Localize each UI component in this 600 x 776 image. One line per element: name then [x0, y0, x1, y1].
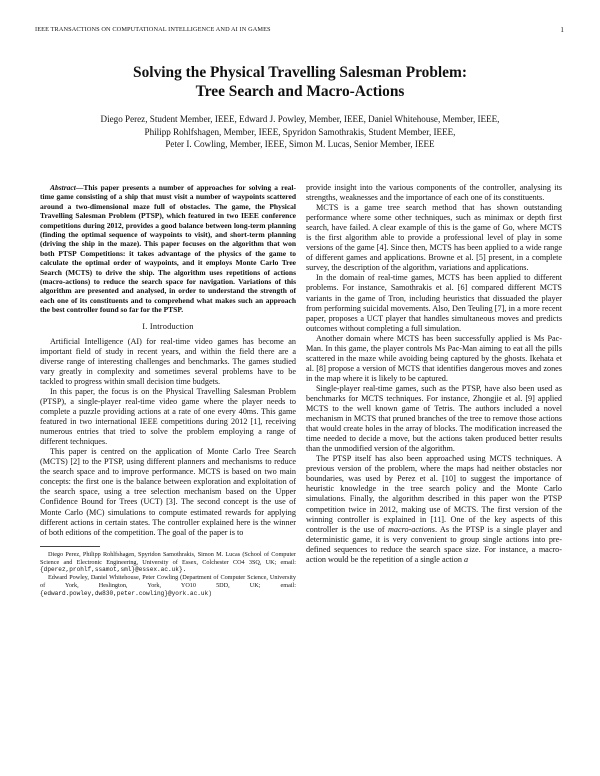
- title-line-1: Solving the Physical Travelling Salesman Problem:: [133, 64, 467, 81]
- journal-name: IEEE TRANSACTIONS ON COMPUTATIONAL INTELLIGENCE AND AI IN GAMES: [35, 26, 271, 33]
- body-paragraph-4: Another domain where MCTS has been successfully applied is Ms Pac-Man. In this game, the player controls Ms Pac-Man aiming to eat all the pills scattered in the maze while avoiding being captured by the ghosts. Ikehata et al. [8] propose a version of MCTS that identifies dangerous moves and zones in the map where it is likely to be captured.: [306, 333, 562, 383]
- body-paragraph-3: In the domain of real-time games, MCTS has been applied to different problems. For instance, Samothrakis et al. [6] compared different MCTS variants in the game of Tron, including heuristics that dissuaded the player from performing suicidal movements. Also, Den Teuling [7], in a more recent paper, proposes a UCT player that handles simultaneous moves and predicts outcomes without completing a full simulation.: [306, 273, 562, 333]
- author-list: [40, 113, 560, 151]
- body-paragraph-6-part-a: The PTSP itself has also been approached using MCTS techniques. A previous version of the problem, where the maps had neither obstacles nor boundaries, was used by Perez et al. [10] to suggest the importance of heuristic knowledge in the tree search policy and the Monte Carlo simulations. Finally, the algorithm described in this paper won the PTSP competition twice in 2012, making use of MCTS. The first version of the winning controller is explained in [11]. One of the key aspects of this controller is the use of: [306, 454, 562, 534]
- page-number: 1: [560, 26, 564, 34]
- abstract-label: Abstract: [50, 183, 76, 192]
- authors-line-2: Philipp Rohlfshagen, Member, IEEE, Spyridon Samothrakis, Student Member, IEEE,: [144, 126, 456, 137]
- abstract-text: —This paper presents a number of approaches for solving a real-time game consisting of a ship that must visit a number of waypoints scattered around a two-dimensional maze full of obstacles. The game, the Physical Travelling Salesman Problem (PTSP), which featured in two IEEE conference competitions during 2012, provides a good balance between long-term planning (finding the optimal sequence of waypoints to visit), and short-term planning (driving the ship in the maze). This paper focuses on the algorithm that won both PTSP Competitions: it takes advantage of the physics of the game to calculate the optimal order of waypoints, and it employs Monte Carlo Tree Search (MCTS) to drive the ship. The algorithm uses repetitions of actions (macro-actions) to reduce the search space for navigation. Variations of this algorithm are presented and analysed, in order to understand the strength of each one of its constituents and to comprehend what makes such an approach the best controller found so far for the PTSP.: [40, 183, 296, 315]
- left-column: [40, 183, 296, 598]
- macro-actions-term: macro-actions: [387, 524, 435, 534]
- intro-paragraph-2: In this paper, the focus is on the Physical Travelling Salesman Problem (PTSP), a single-player real-time video game where the player needs to complete a puzzle providing actions at a rate of one every 40ms. This game featured in two international IEEE competitions during 2012 [1], receiving numerous entries that tried to solve the problem employing a range of different techniques.: [40, 386, 296, 447]
- footnote-1-emails: {dperez,prohlf,ssamot,sml}@essex.ac.uk}.: [40, 566, 187, 574]
- action-variable: a: [464, 554, 469, 564]
- title-line-2: Tree Search and Macro-Actions: [195, 82, 405, 100]
- footnote-1-text: Diego Perez, Philipp Rohlfshagen, Spyridon Samothrakis, Simon M. Lucas (School of Computer Science and Electronic Engineering, University of Essex, Colchester CO4 3SQ, UK; email:: [40, 550, 296, 566]
- body-paragraph-2: MCTS is a game tree search method that has shown outstanding performance where some other techniques, such as minimax or depth first search, have failed. A clear example of this is the game of Go, where MCTS is the first algorithm able to provide a professional level of play in some versions of the game [4]. Since then, MCTS has been applied to a wide range of different games and applications. Browne et al. [5] present, in a complete survey, the description of the algorithm, variations and applications.: [306, 203, 562, 273]
- abstract: [40, 183, 296, 315]
- body-paragraph-5: Single-player real-time games, such as the PTSP, have also been used as benchmarks for MCTS techniques. For instance, Zhongjie et al. [9] applied MCTS to the well known game of Tetris. The authors included a novel mechanism in MCTS that pruned branches of the tree to remove those actions that would create holes in the array of blocks. The modification increased the time needed to decide a move, but the actions taken produced better results than the unmodified version of the algorithm.: [306, 383, 562, 454]
- paper-title: [40, 64, 560, 101]
- body-paragraph-1: provide insight into the various components of the controller, analysing its strengths, weaknesses and the importance of each one of its constituents.: [306, 183, 562, 203]
- intro-paragraph-3: This paper is centred on the application of Monte Carlo Tree Search (MCTS) [2] to the PTSP, using different planners and mechanisms to reduce the search space and to improve performance. MCTS is based on two main concepts: the first one is the balance between exploration and exploitation of the search space, using a tree selection mechanism based on the Upper Confidence Bound for Trees (UCT) [3]. The second concept is the use of Monte Carlo (MC) simulations to compute estimated rewards for applying different actions in certain states. The controller explained here is the winner of both editions of the competition. The goal of the paper is to: [40, 447, 296, 537]
- running-header: [35, 26, 565, 36]
- section-heading-introduction: I. Introduction: [142, 321, 194, 331]
- footnote-divider: [40, 546, 100, 547]
- footnote-2-text: Edward Powley, Daniel Whitehouse, Peter Cowling (Department of Computer Science, University of York, Heslington, York, YO10 5DD, UK; email:: [40, 574, 296, 590]
- body-paragraph-6-part-b: . As the PTSP is a single player and deterministic game, it is very convenient to group single actions into pre-defined sequences to reduce the search space size. For instance, a macro-action would be the repetition of a single action: [306, 524, 563, 564]
- body-paragraph-6: [306, 454, 562, 565]
- authors-line-3: Peter I. Cowling, Member, IEEE, Simon M. Lucas, Senior Member, IEEE: [165, 139, 435, 149]
- right-column: [306, 183, 562, 565]
- footnote-affiliation-york: [40, 574, 296, 598]
- footnote-2-emails: {edward.powley,dw830,peter.cowling}@york.ac.uk): [40, 590, 212, 598]
- intro-paragraph-1: Artificial Intelligence (AI) for real-time video games has become an important field of study in recent years, and within the field there are a diverse range of interesting challenges and benchmarks. The games studied vary greatly in complexity and sometimes several problems have to be tackled to progress within small decision time budgets.: [40, 336, 296, 386]
- footnote-affiliation-essex: [40, 551, 296, 575]
- authors-line-1: Diego Perez, Student Member, IEEE, Edward J. Powley, Member, IEEE, Daniel Whitehouse, Member, IEEE,: [100, 114, 500, 124]
